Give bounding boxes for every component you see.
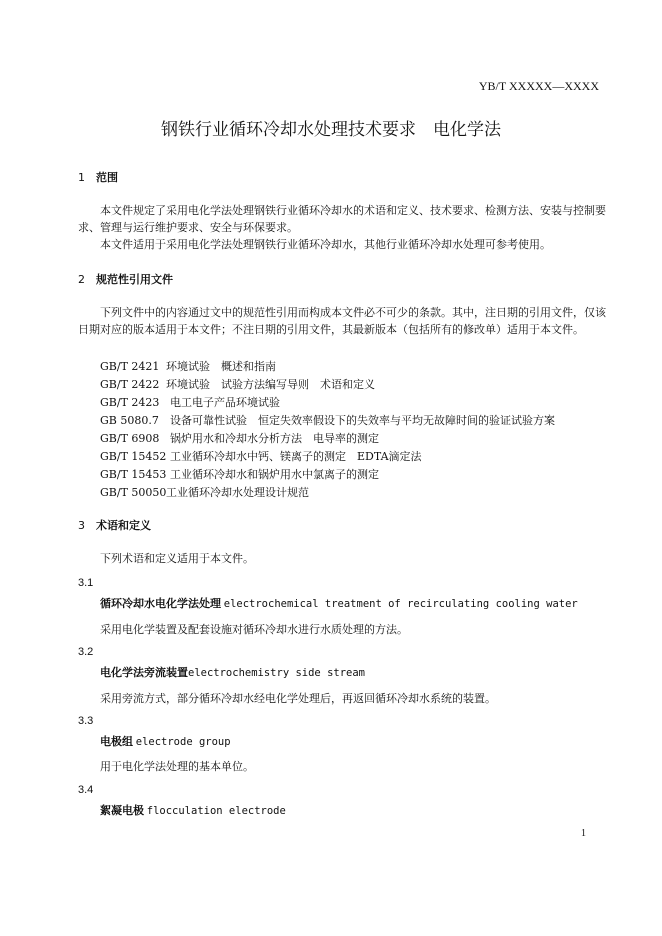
term-definition: 采用电化学装置及配套设施对循环冷却水进行水质处理的方法。 — [100, 623, 408, 636]
section-2-title: 规范性引用文件 — [96, 273, 173, 286]
section-1-paragraph-1: 本文件规定了采用电化学法处理钢铁行业循环冷却水的术语和定义、技术要求、检测方法、安装与控制要求、管理与运行维护要求、安全与环保要求。 — [78, 204, 606, 234]
reference-code: GB/T 50050 — [100, 486, 167, 499]
document-title: 钢铁行业循环冷却水处理技术要求 电化学法 — [161, 120, 501, 140]
reference-code: GB/T 15452 — [100, 450, 167, 463]
section-2-heading — [78, 271, 173, 287]
standard-code: YB/T XXXXX—XXXX — [478, 79, 599, 93]
reference-code: GB/T 6908 — [100, 432, 160, 445]
term-name-zh: 循环冷却水电化学法处理 — [100, 597, 221, 610]
reference-item — [100, 358, 276, 374]
reference-title: 工业循环冷却水中钙、镁离子的测定 EDTA滴定法 — [170, 450, 422, 463]
section-2-paragraph-1: 下列文件中的内容通过文中的规范性引用而构成本文件必不可少的条款。其中，注日期的引用文件，仅该日期对应的版本适用于本文件；不注日期的引用文件，其最新版本（包括所有的修改单）适用于本文件。 — [78, 306, 606, 336]
term-name-en: electrode group — [135, 736, 231, 748]
term-name-zh: 絮凝电极 — [100, 804, 144, 817]
section-3-title: 术语和定义 — [96, 519, 151, 532]
term-name-zh: 电化学法旁流装置 — [100, 666, 188, 679]
term-name-en: electrochemistry side stream — [188, 667, 366, 679]
reference-title: 设备可靠性试验 恒定失效率假设下的失效率与平均无故障时间的验证试验方案 — [170, 414, 555, 427]
term-definition: 采用旁流方式，部分循环冷却水经电化学处理后，再返回循环冷却水系统的装置。 — [100, 692, 496, 705]
reference-code: GB/T 2421 — [100, 360, 160, 373]
reference-code: GB/T 2422 — [100, 378, 160, 391]
reference-item — [100, 376, 375, 392]
section-1-title: 范围 — [96, 171, 118, 184]
term-name-en: flocculation electrode — [146, 805, 286, 817]
term-number: 3.3 — [78, 715, 94, 727]
term-name — [100, 802, 286, 818]
term-name — [100, 595, 578, 611]
section-1-paragraph-2: 本文件适用于采用电化学法处理钢铁行业循环冷却水，其他行业循环冷却水处理可参考使用。 — [100, 238, 551, 251]
reference-title: 电工电子产品环境试验 — [170, 396, 280, 409]
reference-title: 工业循环冷却水处理设计规范 — [166, 486, 309, 499]
term-name-zh: 电极组 — [100, 735, 133, 748]
page-number: 1 — [581, 828, 586, 839]
reference-item — [100, 430, 379, 446]
reference-item — [100, 448, 422, 464]
reference-code: GB/T 2423 — [100, 396, 160, 409]
reference-title: 工业循环冷却水和锅炉用水中氯离子的测定 — [170, 468, 379, 481]
reference-code: GB 5080.7 — [100, 414, 159, 427]
term-definition: 用于电化学法处理的基本单位。 — [100, 760, 254, 773]
section-1-heading — [78, 169, 118, 185]
reference-item — [100, 394, 280, 410]
section-3-heading — [78, 517, 151, 533]
reference-title: 锅炉用水和冷却水分析方法 电导率的测定 — [170, 432, 379, 445]
reference-item — [100, 466, 379, 482]
term-number: 3.4 — [78, 784, 94, 796]
section-2-number: 2 — [78, 273, 85, 286]
reference-code: GB/T 15453 — [100, 468, 167, 481]
reference-title: 环境试验 概述和指南 — [166, 360, 276, 373]
reference-title: 环境试验 试验方法编写导则 术语和定义 — [166, 378, 375, 391]
section-1-number: 1 — [78, 171, 85, 184]
term-name — [100, 664, 365, 680]
section-3-paragraph-1: 下列术语和定义适用于本文件。 — [100, 552, 254, 565]
term-name-en: electrochemical treatment of recirculating cooling water — [223, 598, 578, 610]
term-name — [100, 733, 231, 749]
reference-item — [100, 484, 309, 500]
section-3-number: 3 — [78, 519, 85, 532]
reference-item — [100, 412, 555, 428]
term-number: 3.1 — [78, 577, 94, 589]
term-number: 3.2 — [78, 646, 94, 658]
